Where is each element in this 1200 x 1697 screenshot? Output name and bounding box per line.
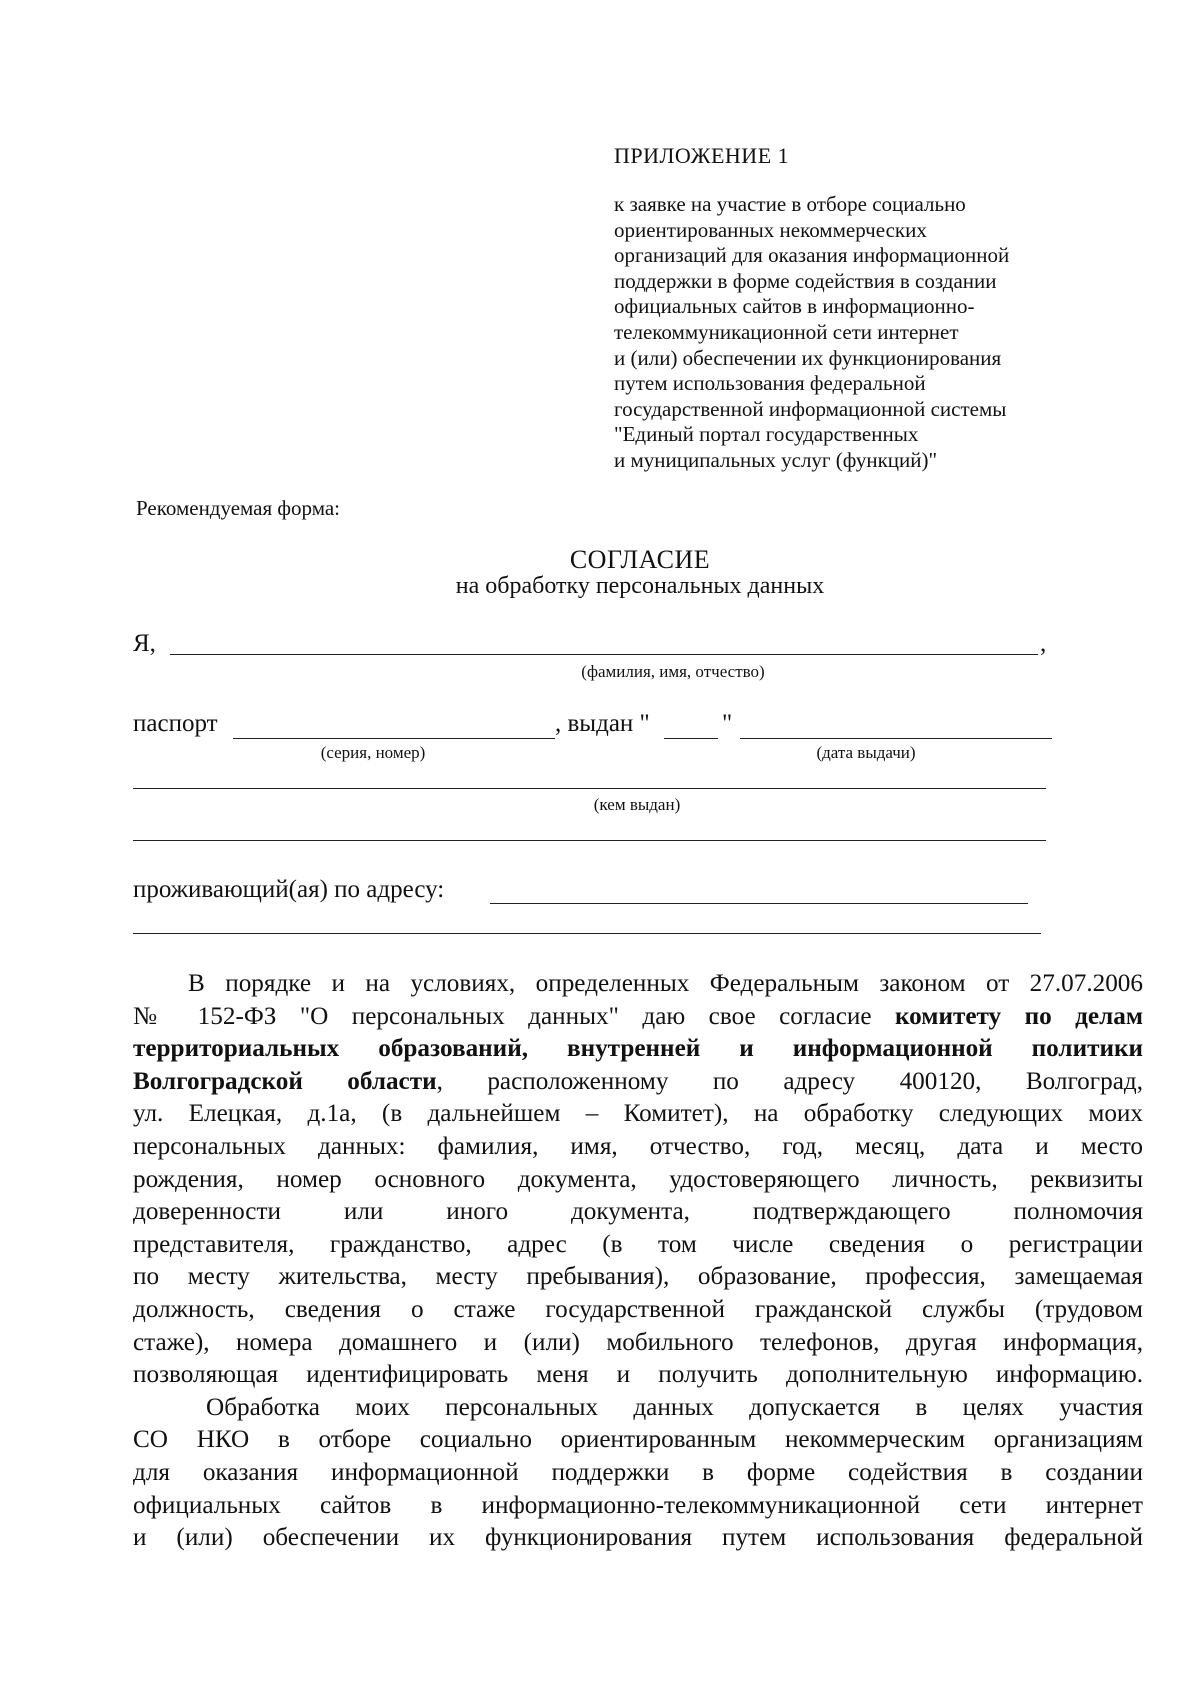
issue-date-field[interactable] bbox=[740, 738, 1052, 739]
appendix-line: ориентированных некоммерческих bbox=[614, 217, 927, 242]
full-name-hint: (фамилия, имя, отчество) bbox=[581, 662, 765, 681]
text-line: позволяющая идентифицировать меня и получить дополнительную информацию. bbox=[133, 1361, 1143, 1389]
i-comma: , bbox=[1040, 630, 1047, 657]
text-line: стаже), номера домашнего и (или) мобильного телефонов, другая информация, bbox=[133, 1328, 1143, 1356]
consent-title: СОГЛАСИЕ bbox=[569, 545, 711, 574]
text-line: рождения, номер основного документа, удостоверяющего личность, реквизиты bbox=[133, 1165, 1143, 1193]
consent-subtitle: на обработку персональных данных bbox=[455, 573, 825, 599]
issued-quote: " bbox=[722, 710, 733, 737]
text-line: ул. Елецкая, д.1а, (в дальнейшем – Комитет), на обработку следующих моих bbox=[133, 1100, 1143, 1128]
appendix-line: и (или) обеспечении их функционирования bbox=[614, 345, 1002, 370]
text-line: Волгоградской области, расположенному по адресу 400120, Волгоград, bbox=[133, 1067, 1143, 1095]
i-label: Я, bbox=[133, 630, 156, 657]
issuer-field-2[interactable] bbox=[133, 840, 1046, 841]
appendix-description bbox=[614, 192, 1084, 474]
text-line: для оказания информационной поддержки в форме содействия в создании bbox=[133, 1458, 1143, 1486]
passport-series-field[interactable] bbox=[233, 738, 555, 739]
issuer-field[interactable] bbox=[133, 788, 1046, 789]
date-hint: (дата выдачи) bbox=[816, 743, 916, 762]
appendix-line: государственной информационной системы bbox=[614, 396, 1007, 421]
appendix-line: к заявке на участие в отборе социально bbox=[614, 192, 966, 216]
text-line: персональных данных: фамилия, имя, отчество, год, месяц, дата и место bbox=[133, 1132, 1143, 1160]
address-field[interactable] bbox=[490, 903, 1028, 904]
text-line: СО НКО в отборе социально ориентированным некоммерческим организациям bbox=[133, 1426, 1143, 1454]
text-line: официальных сайтов в информационно-телекоммуникационной сети интернет bbox=[133, 1491, 1143, 1519]
consent-body bbox=[133, 968, 1143, 1555]
appendix-line: телекоммуникационной сети интернет bbox=[614, 319, 959, 344]
appendix-line: организаций для оказания информационной bbox=[614, 243, 1010, 268]
appendix-line: путем использования федеральной bbox=[614, 371, 926, 396]
address-field-2[interactable] bbox=[133, 933, 1041, 934]
paragraph-1 bbox=[133, 968, 1143, 1392]
text-line: Обработка моих персональных данных допускается в целях участия bbox=[206, 1393, 1143, 1421]
issuer-hint: (кем выдан) bbox=[593, 795, 681, 814]
text-line: и (или) обеспечении их функционирования путем использования федеральной bbox=[133, 1524, 1143, 1552]
text-line: территориальных образований, внутренней и информационной политики bbox=[133, 1035, 1143, 1063]
text-line: должность, сведения о стаже государственной гражданской службы (трудовом bbox=[133, 1295, 1143, 1323]
series-hint: (серия, номер) bbox=[320, 743, 426, 762]
recommended-form-label: Рекомендуемая форма: bbox=[136, 496, 341, 520]
text-line: доверенности или иного документа, подтверждающего полномочия bbox=[133, 1198, 1143, 1226]
appendix-line: официальных сайтов в информационно- bbox=[614, 294, 975, 319]
paragraph-2 bbox=[133, 1392, 1143, 1555]
address-label: проживающий(ая) по адресу: bbox=[133, 876, 445, 903]
appendix-title: ПРИЛОЖЕНИЕ 1 bbox=[614, 143, 790, 168]
text-line: по месту жительства, месту пребывания), образование, профессия, замещаемая bbox=[133, 1263, 1143, 1291]
issue-day-field[interactable] bbox=[664, 738, 718, 739]
appendix-line: "Единый портал государственных bbox=[614, 422, 919, 447]
text-line: № 152-ФЗ "О персональных данных" даю свое согласие комитету по делам bbox=[133, 1002, 1143, 1030]
passport-label: паспорт bbox=[133, 710, 218, 737]
text-line: В порядке и на условиях, определенных Федеральным законом от 27.07.2006 bbox=[188, 970, 1143, 997]
appendix-line: поддержки в форме содействия в создании bbox=[614, 268, 997, 293]
full-name-field[interactable] bbox=[170, 654, 1038, 655]
issued-label: , выдан " bbox=[555, 710, 650, 737]
text-line: представителя, гражданство, адрес (в том числе сведения о регистрации bbox=[133, 1230, 1143, 1258]
appendix-line: и муниципальных услуг (функций)" bbox=[614, 447, 938, 472]
